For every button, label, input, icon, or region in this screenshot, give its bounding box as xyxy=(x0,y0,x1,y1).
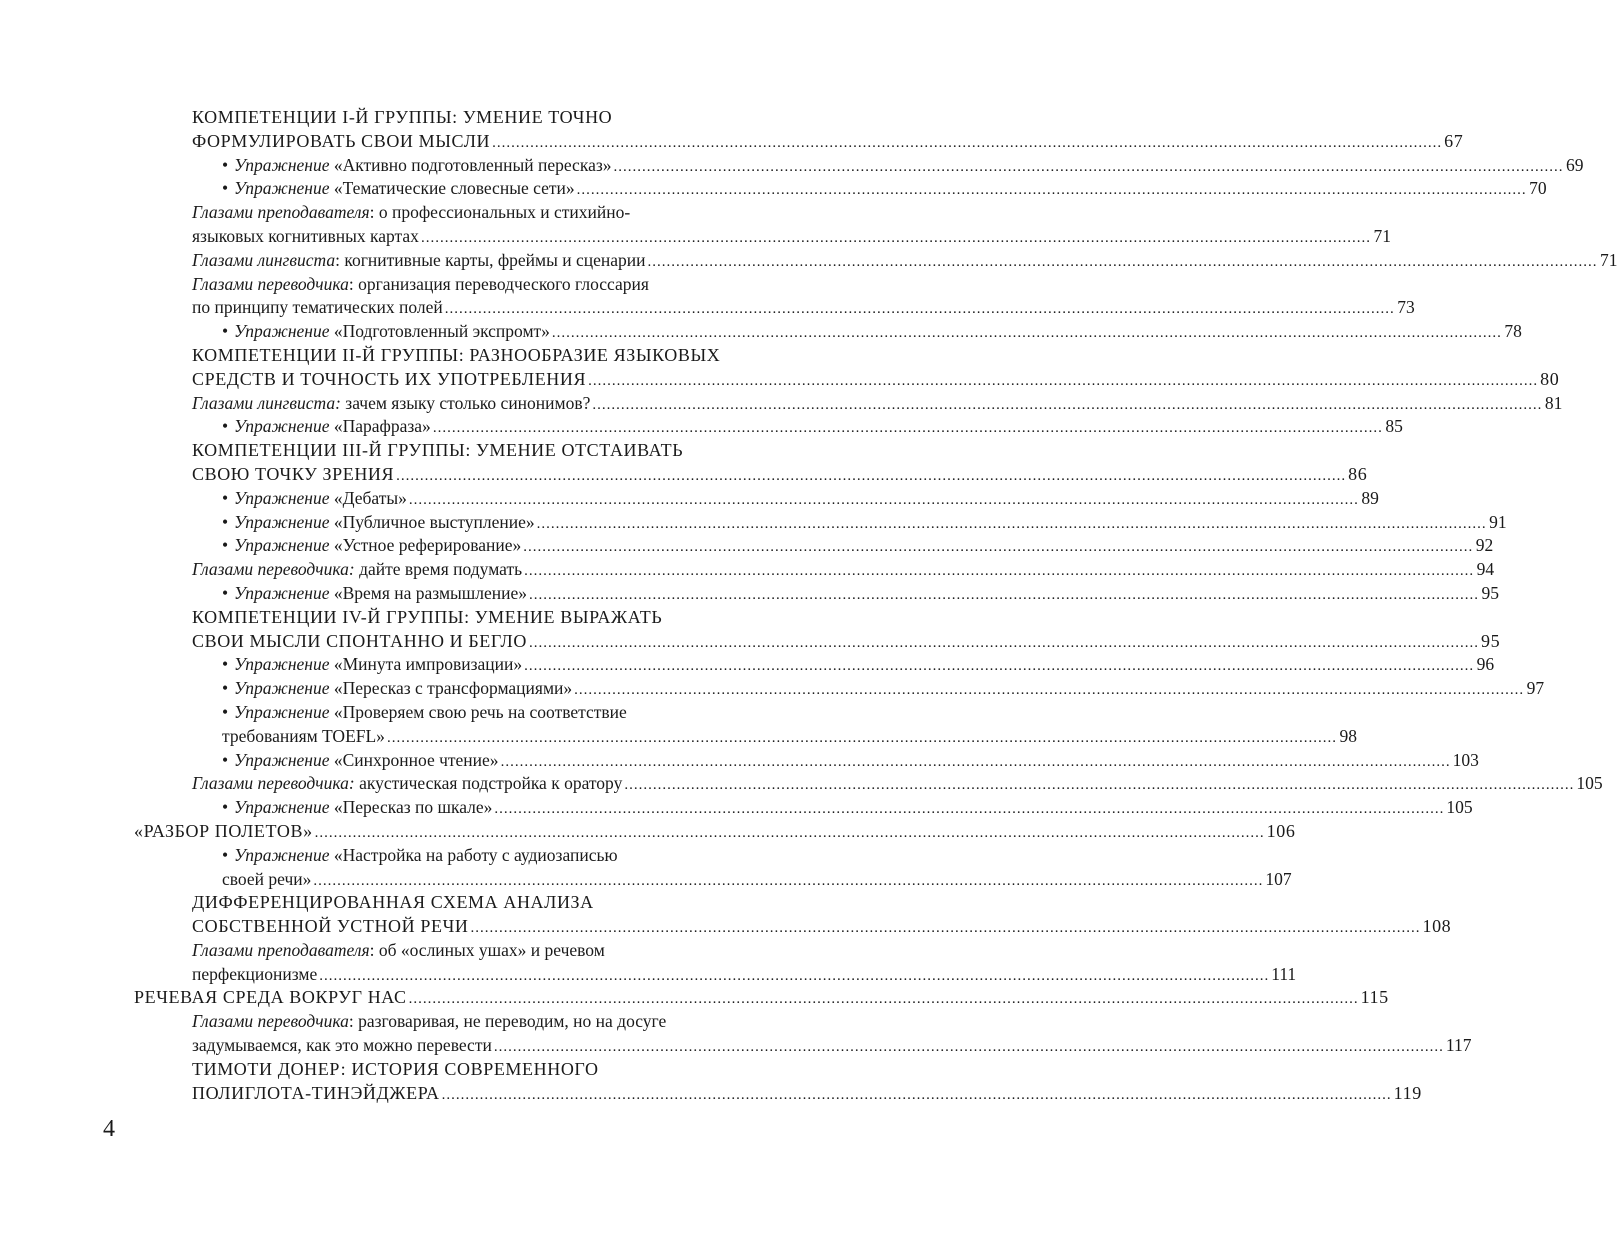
toc-entry xyxy=(222,677,1545,701)
page-number: 4 xyxy=(103,1116,115,1142)
dot-leader: ........................................................................................................................................................................................................ xyxy=(314,824,1265,841)
dot-leader: ........................................................................................................................................................................................................ xyxy=(493,1039,1444,1056)
dot-leader: ........................................................................................................................................................................................................ xyxy=(432,420,1383,437)
toc-entry xyxy=(192,439,1368,487)
toc-entry xyxy=(222,534,1494,558)
entry-page: 95 xyxy=(1480,630,1501,651)
toc-entry xyxy=(192,392,1563,416)
bullet-icon: • xyxy=(222,511,229,532)
toc-entry xyxy=(192,558,1495,582)
toc-entry xyxy=(222,582,1500,606)
entry-title: СВОЮ ТОЧКУ ЗРЕНИЯ xyxy=(192,463,395,484)
dot-leader: ........................................................................................................................................................................................................ xyxy=(529,586,1480,603)
entry-title: : об «ослиных ушах» и речевом xyxy=(369,939,605,960)
entry-prefix: Упражнение xyxy=(234,654,330,675)
entry-prefix: Упражнение xyxy=(234,178,330,199)
entry-title: : когнитивные карты, фреймы и сценарии xyxy=(335,249,646,270)
entry-page: 89 xyxy=(1361,487,1379,508)
entry-title: КОМПЕТЕНЦИИ II-Й ГРУППЫ: РАЗНООБРАЗИЕ ЯЗЫКОВЫХ xyxy=(192,344,721,365)
entry-page: 69 xyxy=(1566,154,1584,175)
toc-entry xyxy=(192,772,1603,796)
entry-prefix: Упражнение xyxy=(234,678,330,699)
entry-prefix: Упражнение xyxy=(234,582,330,603)
toc-entry xyxy=(134,986,1389,1010)
bullet-icon: • xyxy=(222,678,229,699)
bullet-icon: • xyxy=(222,582,229,603)
entry-title: «Время на размышление» xyxy=(333,582,528,603)
dot-leader: ........................................................................................................................................................................................................ xyxy=(647,253,1598,270)
entry-title: СВОИ МЫСЛИ СПОНТАННО И БЕГЛО xyxy=(192,630,527,651)
toc-entry xyxy=(222,701,1357,749)
table-of-contents xyxy=(0,106,1618,1105)
entry-page: 86 xyxy=(1348,463,1368,484)
entry-page: 94 xyxy=(1476,559,1495,580)
entry-page: 73 xyxy=(1397,297,1415,318)
entry-prefix: Упражнение xyxy=(234,321,330,342)
dot-leader: ........................................................................................................................................................................................................ xyxy=(494,801,1445,818)
entry-prefix: Глазами переводчика xyxy=(192,273,349,294)
dot-leader: ........................................................................................................................................................................................................ xyxy=(396,467,1347,484)
entry-page: 108 xyxy=(1422,916,1452,937)
bullet-icon: • xyxy=(222,487,229,508)
entry-title: «Парафраза» xyxy=(333,416,431,437)
dot-leader: ........................................................................................................................................................................................................ xyxy=(574,682,1525,699)
toc-entry xyxy=(192,939,1297,987)
toc-entry xyxy=(222,511,1507,535)
dot-leader: ........................................................................................................................................................................................................ xyxy=(408,491,1359,508)
entry-prefix: Глазами переводчика xyxy=(192,1011,349,1032)
entry-title: задумываемся, как это можно перевести xyxy=(192,1035,492,1056)
entry-prefix: Упражнение xyxy=(234,535,330,556)
toc-entry xyxy=(192,201,1391,249)
entry-prefix: Глазами переводчика: xyxy=(192,559,355,580)
dot-leader: ........................................................................................................................................................................................................ xyxy=(386,729,1337,746)
entry-prefix: Глазами лингвиста xyxy=(192,249,336,270)
dot-leader: ........................................................................................................................................................................................................ xyxy=(524,658,1475,675)
toc-entry xyxy=(134,820,1296,844)
entry-page: 92 xyxy=(1475,535,1494,556)
dot-leader: ........................................................................................................................................................................................................ xyxy=(441,1086,1392,1103)
entry-title: ФОРМУЛИРОВАТЬ СВОИ МЫСЛИ xyxy=(192,130,491,151)
toc-entry xyxy=(222,320,1522,344)
entry-title: «Пересказ по шкале» xyxy=(333,797,493,818)
bullet-icon: • xyxy=(222,416,229,437)
entry-page: 95 xyxy=(1481,582,1500,603)
entry-title: РЕЧЕВАЯ СРЕДА ВОКРУГ НАС xyxy=(134,987,407,1008)
entry-title: СРЕДСТВ И ТОЧНОСТЬ ИХ УПОТРЕБЛЕНИЯ xyxy=(192,368,587,389)
toc-entry xyxy=(192,344,1560,392)
dot-leader: ........................................................................................................................................................................................................ xyxy=(500,753,1451,770)
dot-leader: ........................................................................................................................................................................................................ xyxy=(470,920,1421,937)
entry-prefix: Упражнение xyxy=(234,701,330,722)
entry-prefix: Глазами преподавателя xyxy=(192,202,370,223)
dot-leader: ........................................................................................................................................................................................................ xyxy=(524,563,1475,580)
entry-title: СОБСТВЕННОЙ УСТНОЙ РЕЧИ xyxy=(192,916,469,937)
entry-title: «Активно подготовленный пересказ» xyxy=(333,154,612,175)
entry-title: ТИМОТИ ДОНЕР: ИСТОРИЯ СОВРЕМЕННОГО xyxy=(192,1058,599,1079)
entry-title: «РАЗБОР ПОЛЕТОВ» xyxy=(134,820,313,841)
entry-page: 81 xyxy=(1544,392,1563,413)
entry-title: : разговаривая, не переводим, но на досуге xyxy=(348,1011,667,1032)
toc-entry xyxy=(192,106,1464,154)
entry-page: 115 xyxy=(1360,987,1389,1008)
entry-title: «Пересказ с трансформациями» xyxy=(333,678,573,699)
bullet-icon: • xyxy=(222,654,229,675)
entry-prefix: Упражнение xyxy=(234,844,330,865)
dot-leader: ........................................................................................................................................................................................................ xyxy=(319,967,1270,984)
entry-title: «Минута импровизации» xyxy=(333,654,523,675)
dot-leader: ........................................................................................................................................................................................................ xyxy=(588,372,1539,389)
toc-entry xyxy=(222,749,1479,773)
dot-leader: ........................................................................................................................................................................................................ xyxy=(408,991,1359,1008)
entry-prefix: Упражнение xyxy=(234,154,330,175)
entry-title: «Синхронное чтение» xyxy=(333,749,499,770)
entry-title: «Подготовленный экспромт» xyxy=(333,321,550,342)
dot-leader: ........................................................................................................................................................................................................ xyxy=(523,539,1474,556)
entry-page: 71 xyxy=(1373,225,1391,246)
toc-entry xyxy=(222,796,1473,820)
dot-leader: ........................................................................................................................................................................................................ xyxy=(613,158,1564,175)
entry-prefix: Упражнение xyxy=(234,749,330,770)
entry-title: дайте время подумать xyxy=(354,559,523,580)
entry-title: : о профессиональных и стихийно- xyxy=(369,202,631,223)
entry-title: «Публичное выступление» xyxy=(333,511,535,532)
entry-page: 117 xyxy=(1445,1035,1472,1056)
toc-entry xyxy=(222,653,1495,677)
bullet-icon: • xyxy=(222,154,229,175)
entry-prefix: Упражнение xyxy=(234,511,330,532)
entry-title: требованиям TOEFL» xyxy=(222,725,385,746)
dot-leader: ........................................................................................................................................................................................................ xyxy=(420,229,1371,246)
bullet-icon: • xyxy=(222,321,229,342)
toc-entry xyxy=(192,249,1618,273)
toc-entry xyxy=(192,606,1501,654)
dot-leader: ........................................................................................................................................................................................................ xyxy=(624,777,1575,794)
entry-title: «Тематические словесные сети» xyxy=(333,178,575,199)
entry-page: 105 xyxy=(1576,773,1603,794)
entry-title: КОМПЕТЕНЦИИ I-Й ГРУППЫ: УМЕНИЕ ТОЧНО xyxy=(192,107,613,127)
entry-page: 103 xyxy=(1452,749,1479,770)
toc-entry xyxy=(222,844,1292,892)
bullet-icon: • xyxy=(222,797,229,818)
bullet-icon: • xyxy=(222,535,229,556)
entry-page: 70 xyxy=(1529,178,1547,199)
entry-page: 96 xyxy=(1476,654,1495,675)
entry-page: 97 xyxy=(1526,678,1545,699)
toc-entry xyxy=(222,154,1584,178)
entry-title: по принципу тематических полей xyxy=(192,297,443,318)
entry-prefix: Глазами преподавателя xyxy=(192,939,370,960)
entry-title: зачем языку столько синонимов? xyxy=(340,392,591,413)
dot-leader: ........................................................................................................................................................................................................ xyxy=(313,872,1264,889)
entry-page: 106 xyxy=(1266,820,1296,841)
entry-title: ПОЛИГЛОТА-ТИНЭЙДЖЕРА xyxy=(192,1082,440,1103)
entry-title: «Настройка на работу с аудиозаписью xyxy=(333,844,618,865)
entry-prefix: Глазами переводчика: xyxy=(192,773,355,794)
toc-entry xyxy=(192,1058,1422,1106)
dot-leader: ........................................................................................................................................................................................................ xyxy=(444,301,1395,318)
entry-prefix: Упражнение xyxy=(234,416,330,437)
bullet-icon: • xyxy=(222,749,229,770)
entry-page: 67 xyxy=(1444,130,1464,151)
entry-title: : организация переводческого глоссария xyxy=(348,273,649,294)
toc-entry xyxy=(192,1010,1472,1058)
dot-leader: ........................................................................................................................................................................................................ xyxy=(528,634,1479,651)
toc-entry xyxy=(192,273,1415,321)
dot-leader: ........................................................................................................................................................................................................ xyxy=(536,515,1487,532)
bullet-icon: • xyxy=(222,178,229,199)
entry-title: ДИФФЕРЕНЦИРОВАННАЯ СХЕМА АНАЛИЗА xyxy=(192,892,594,913)
entry-page: 107 xyxy=(1265,868,1292,889)
bullet-icon: • xyxy=(222,701,229,722)
entry-page: 78 xyxy=(1504,321,1522,342)
toc-entry xyxy=(192,891,1452,939)
bullet-icon: • xyxy=(222,844,229,865)
entry-page: 119 xyxy=(1393,1082,1422,1103)
entry-page: 80 xyxy=(1540,368,1560,389)
entry-prefix: Упражнение xyxy=(234,797,330,818)
entry-title: своей речи» xyxy=(222,868,312,889)
entry-prefix: Упражнение xyxy=(234,487,330,508)
entry-title: КОМПЕТЕНЦИИ III-Й ГРУППЫ: УМЕНИЕ ОТСТАИВАТЬ xyxy=(192,440,684,461)
entry-title: «Проверяем свою речь на соответствие xyxy=(333,701,627,722)
entry-title: «Устное реферирование» xyxy=(333,535,522,556)
toc-entry xyxy=(222,177,1547,201)
entry-title: «Дебаты» xyxy=(333,487,407,508)
entry-prefix: Глазами лингвиста: xyxy=(192,392,341,413)
entry-page: 98 xyxy=(1339,725,1357,746)
entry-page: 85 xyxy=(1385,416,1403,437)
entry-page: 111 xyxy=(1271,963,1297,984)
dot-leader: ........................................................................................................................................................................................................ xyxy=(551,325,1502,342)
toc-entry xyxy=(222,415,1403,439)
entry-page: 91 xyxy=(1489,511,1507,532)
toc-entry xyxy=(222,487,1379,511)
entry-title: акустическая подстройка к оратору xyxy=(354,773,623,794)
entry-title: КОМПЕТЕНЦИИ IV-Й ГРУППЫ: УМЕНИЕ ВЫРАЖАТЬ xyxy=(192,606,663,627)
dot-leader: ........................................................................................................................................................................................................ xyxy=(576,182,1527,199)
entry-title: языковых когнитивных картах xyxy=(192,225,419,246)
entry-title: перфекционизме xyxy=(192,963,318,984)
entry-page: 71 xyxy=(1600,249,1618,270)
entry-page: 105 xyxy=(1446,797,1473,818)
dot-leader: ........................................................................................................................................................................................................ xyxy=(592,396,1543,413)
dot-leader: ........................................................................................................................................................................................................ xyxy=(492,134,1443,151)
